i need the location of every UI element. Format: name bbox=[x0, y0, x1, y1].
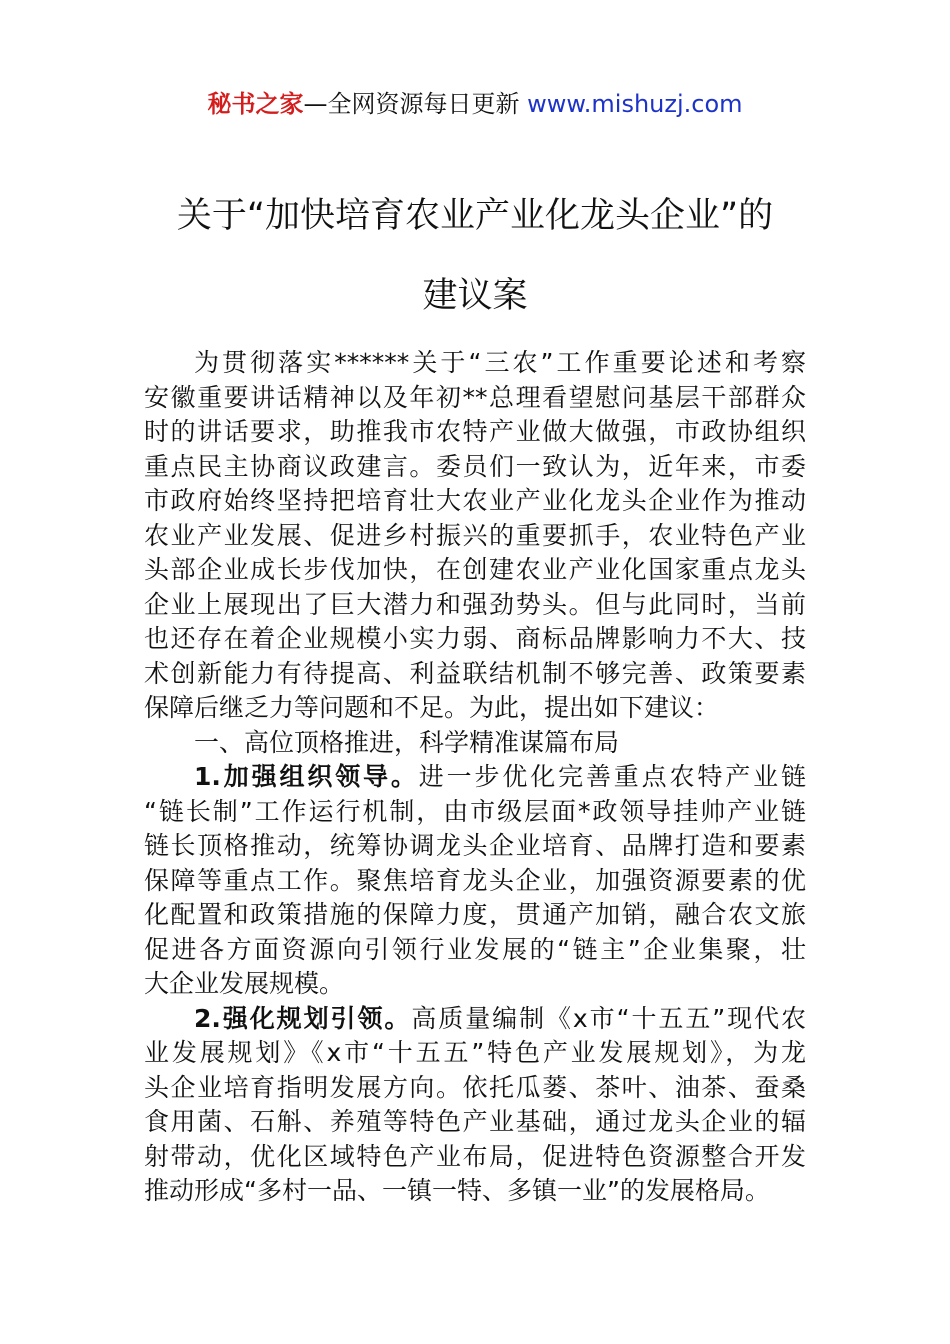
item2-heading: 2.强化规划引领。 bbox=[194, 1003, 412, 1033]
brand-name: 秘书之家 bbox=[207, 90, 304, 118]
site-url[interactable]: www.mishuzj.com bbox=[527, 90, 743, 118]
item2-line: 推动形成“多村一品、一镇一特、多镇一业”的发展格局。 bbox=[144, 1176, 770, 1205]
item2-first-line bbox=[144, 1002, 806, 1037]
intro-line: 时的讲话要求，助推我市农特产业做大做强，市政协组织 bbox=[144, 417, 806, 446]
intro-line: 重点民主协商议政建言。委员们一致认为，近年来，市委 bbox=[144, 451, 806, 481]
section-heading-1: 一、高位顶格推进，科学精准谋篇布局 bbox=[194, 727, 620, 757]
item2-line: 食用菌、石斛、养殖等特色产业基础，通过龙头企业的辐 bbox=[144, 1107, 806, 1136]
title-line-2: 建议案 bbox=[422, 276, 528, 316]
intro-line: 术创新能力有待提高、利益联结机制不够完善、政策要素 bbox=[144, 658, 806, 688]
item1-first-line bbox=[144, 760, 806, 795]
intro-line: 企业上展现出了巨大潜力和强劲势头。但与此同时，当前 bbox=[144, 589, 806, 619]
item1-first-text: 进一步优化完善重点农特产业链 bbox=[418, 762, 806, 791]
item1-line: 化配置和政策措施的保障力度，贯通产加销，融合农文旅 bbox=[144, 900, 806, 929]
item2-line: 射带动，优化区域特色产业布局，促进特色资源整合开发 bbox=[144, 1141, 806, 1171]
item1-line: “链长制”工作运行机制，由市级层面*政领导挂帅产业链 bbox=[144, 796, 806, 826]
item1-line: 促进各方面资源向引领行业发展的“链主”企业集聚，壮 bbox=[144, 934, 806, 964]
item2-first-text: 高质量编制《x市“十五五”现代农 bbox=[411, 1003, 806, 1033]
item2-line: 业发展规划》《x市“十五五”特色产业发展规划》，为龙 bbox=[144, 1038, 806, 1067]
intro-line: 保障后继乏力等问题和不足。为此，提出如下建议： bbox=[144, 693, 720, 722]
item1-line: 保障等重点工作。聚焦培育龙头企业，加强资源要素的优 bbox=[144, 865, 806, 895]
site-header bbox=[0, 86, 950, 122]
title-line-1: 关于“加快培育农业产业化龙头企业”的 bbox=[176, 196, 774, 236]
intro-line: 头部企业成长步伐加快，在创建农业产业化国家重点龙头 bbox=[144, 555, 806, 584]
intro-line: 农业产业发展、促进乡村振兴的重要抓手，农业特色产业 bbox=[144, 520, 806, 550]
intro-line: 市政府始终坚持把培育壮大农业产业化龙头企业作为推动 bbox=[144, 486, 806, 515]
item1-line: 大企业发展规模。 bbox=[144, 969, 345, 998]
intro-line: 也还存在着企业规模小实力弱、商标品牌影响力不大、技 bbox=[144, 624, 806, 653]
intro-line: 安徽重要讲话精神以及年初**总理看望慰问基层干部群众 bbox=[144, 382, 806, 412]
item1-line: 链长顶格推动，统筹协调龙头企业培育、品牌打造和要素 bbox=[144, 831, 806, 860]
document-body bbox=[144, 346, 806, 1209]
intro-line: 为贯彻落实******关于“三农”工作重要论述和考察 bbox=[194, 348, 806, 377]
document-title bbox=[0, 176, 950, 336]
header-tagline: —全网资源每日更新 bbox=[303, 90, 520, 118]
item1-heading: 1.加强组织领导。 bbox=[194, 762, 419, 791]
item2-line: 头企业培育指明发展方向。依托瓜蒌、茶叶、油茶、蚕桑 bbox=[144, 1072, 806, 1102]
